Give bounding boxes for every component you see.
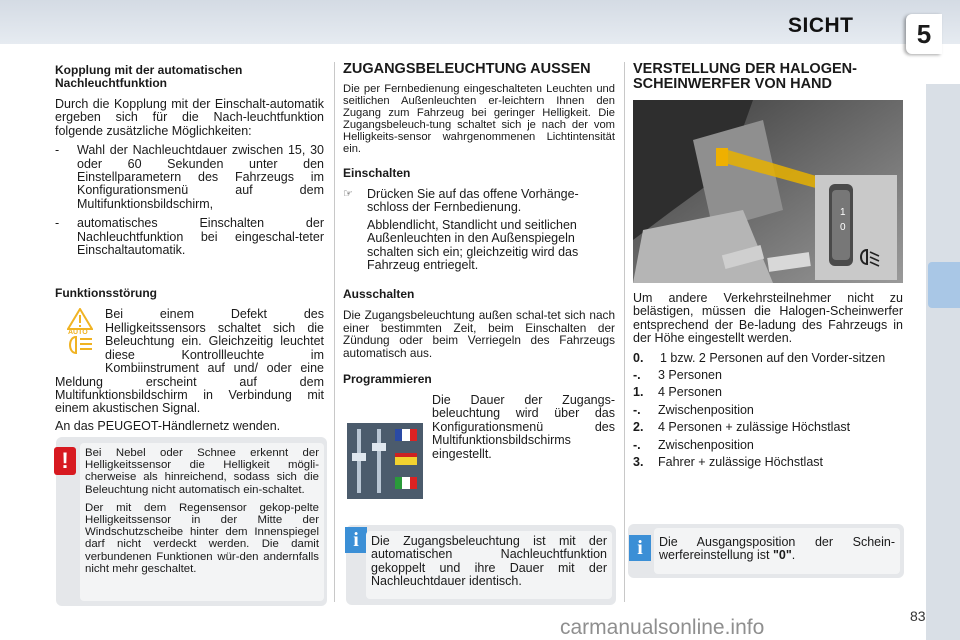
warning-content	[80, 443, 324, 601]
section-title-kopplung: Kopplung mit der automatischen Nachleuchtfunktion	[55, 63, 243, 90]
position-text: Fahrer + zulässige Höchstlast	[658, 455, 824, 470]
halogen-text	[633, 292, 903, 473]
config-menu-image	[347, 423, 423, 499]
info-text-suffix: .	[791, 548, 796, 563]
chapter-number-tab: 5	[906, 14, 942, 54]
dial-label: 0	[840, 222, 846, 233]
position-key: -.	[633, 437, 641, 452]
off-text: Die Zugangsbeleuchtung außen schal-tet sich nach einer bestimmten Zeit, beim Einschalten der Zündung oder beim Verriegeln des Fahrzeugs automatisch aus.	[343, 308, 615, 360]
position-text: Zwischenposition	[658, 402, 754, 417]
info-content	[654, 528, 900, 574]
list-item	[55, 217, 324, 257]
position-text: 1 bzw. 2 Personen auf den Vorder-sitzen	[660, 350, 886, 365]
kopplung-intro: Durch die Kopplung mit der Einschalt-automatik ergeben sich für die Nach-leuchtfunktion folgende zusätzliche Möglichkeiten:	[55, 97, 324, 138]
fault-block	[55, 308, 324, 415]
position-key: 0.	[633, 350, 644, 365]
section-title-off: Ausschalten	[343, 287, 415, 302]
middle-column	[343, 62, 615, 467]
section-title-prog: Programmieren	[343, 372, 432, 387]
list-item	[633, 352, 903, 365]
configuration-menu-icon	[347, 423, 423, 499]
page-number: 83	[910, 608, 926, 624]
info-text: Die Zugangsbeleuchtung ist mit der automatischen Nachleuchtfunktion gekoppelt und ihre Dauer mit der Nachleuchtdauer identisch.	[371, 534, 607, 589]
list-item	[633, 404, 903, 417]
right-column	[633, 62, 903, 98]
info-icon: i	[345, 527, 367, 553]
chapter-title: SICHT	[788, 14, 854, 37]
warning-text-1: Bei Nebel oder Schnee erkennt der Helligkeitssensor die Helligkeit mögli-cherweise als hinreichend, sodass sich die Beleuchtung nicht automatisch ein-schaltet.	[85, 447, 319, 496]
column-divider	[334, 62, 335, 602]
fault-text: Bei einem Defekt des Helligkeitssensors schaltet sich die Beleuchtung ein. Gleichzeitig leuchtet diese Kontrollleuchte im Kombiinstrument auf und/ oder eine Meldung erscheint auf dem Multifunktionsbildschirm in Verbindung mit einem akustischen Signal.	[55, 307, 324, 416]
position-text: 4 Personen	[658, 385, 722, 400]
info-box	[346, 525, 616, 605]
list-item	[633, 439, 903, 452]
info-text	[654, 528, 900, 563]
info-text-value: "0"	[772, 548, 792, 563]
position-text: 4 Personen + zulässige Höchstlast	[658, 420, 851, 435]
warning-lamp-icons	[55, 308, 105, 374]
list-item	[633, 456, 903, 469]
section-title-zugang: ZUGANGSBELEUCHTUNG AUSSEN	[343, 61, 591, 77]
left-column	[55, 62, 324, 439]
pointer-icon: ☞	[343, 188, 353, 200]
position-key: 3.	[633, 455, 644, 470]
position-key: 2.	[633, 420, 644, 435]
chapter-rail-marker	[928, 262, 960, 308]
watermark: carmanualsonline.info	[560, 616, 765, 639]
list-item	[633, 421, 903, 434]
on-result-text: Abblendlicht, Standlicht und seitlichen Außenleuchten in den Außenspiegeln schalten sich ein; gleichzeitig wird das Fahrzeug entriegelt.	[367, 217, 579, 273]
position-text: 3 Personen	[658, 368, 722, 383]
dashboard-photo	[633, 100, 903, 283]
prog-text: Die Dauer der Zugangs-beleuchtung wird über das Konfigurationsmenü des Multifunktionsbildschirms eingestellt.	[432, 393, 615, 461]
dial-label: 1	[840, 207, 846, 218]
halogen-intro: Um andere Verkehrsteilnehmer nicht zu belästigen, müssen die Halogen-Scheinwerfer entsprechend der Be-ladung des Fahrzeugs in der Höhe eingestellt werden.	[633, 291, 903, 346]
auto-label: AUTO	[68, 329, 88, 337]
section-title-halogen: VERSTELLUNG DER HALOGEN-SCHEINWERFER VON HAND	[633, 61, 857, 92]
position-key: 1.	[633, 385, 644, 400]
info-content	[366, 531, 612, 599]
section-title-on: Einschalten	[343, 166, 411, 180]
warning-exclamation-icon: !	[54, 447, 76, 475]
list-marker: -	[55, 216, 60, 231]
dealer-text: An das PEUGEOT-Händlernetz wenden.	[55, 418, 281, 433]
list-item	[633, 369, 903, 382]
position-key: -.	[633, 402, 641, 417]
warning-box	[56, 437, 327, 606]
list-item-text: Wahl der Nachleuchtdauer zwischen 15, 30 oder 60 Sekunden unter den Einstellparametern des Fahrzeugs im Konfigurationsmenü auf dem Multifunktionsbildschirm,	[77, 143, 324, 211]
list-item	[633, 386, 903, 399]
position-text: Zwischenposition	[658, 437, 754, 452]
info-box	[628, 524, 904, 578]
list-item	[343, 188, 615, 215]
on-item-text: Drücken Sie auf das offene Vorhänge-schloss der Fernbedienung.	[367, 187, 579, 215]
info-icon: i	[629, 535, 651, 561]
headlamp-adjust-photo	[633, 100, 903, 283]
list-item-text: automatisches Einschalten der Nachleuchtfunktion bei eingeschal-teter Einschaltautomatik.	[77, 216, 324, 258]
column-divider	[624, 62, 625, 602]
chapter-rail	[926, 84, 960, 640]
list-item	[55, 144, 324, 211]
info-text-prefix: Die Ausgangsposition der Schein-werfereinstellung ist	[659, 535, 895, 563]
zugang-intro: Die per Fernbedienung eingeschalteten Leuchten und seitlichen Außenleuchten er-leichtern Ihnen den Zugang zum Fahrzeug bei geringer Helligkeit. Die Zugangsbeleuch-tung schaltet sich je nach der vom Helligkeits-sensor wahrgenommenen Lichtintensität ein.	[343, 83, 615, 155]
warning-text-2: Der mit dem Regensensor gekop-pelte Helligkeitssensor in der Mitte der Windschutzscheibe hinter dem Innenspiegel darf nicht verdeckt werden. Die damit verbundenen Funktionen wür-den andernfalls nicht mehr geschaltet.	[85, 501, 319, 575]
section-title-fault: Funktionsstörung	[55, 286, 157, 301]
list-marker: -	[55, 143, 60, 158]
position-key: -.	[633, 368, 641, 383]
